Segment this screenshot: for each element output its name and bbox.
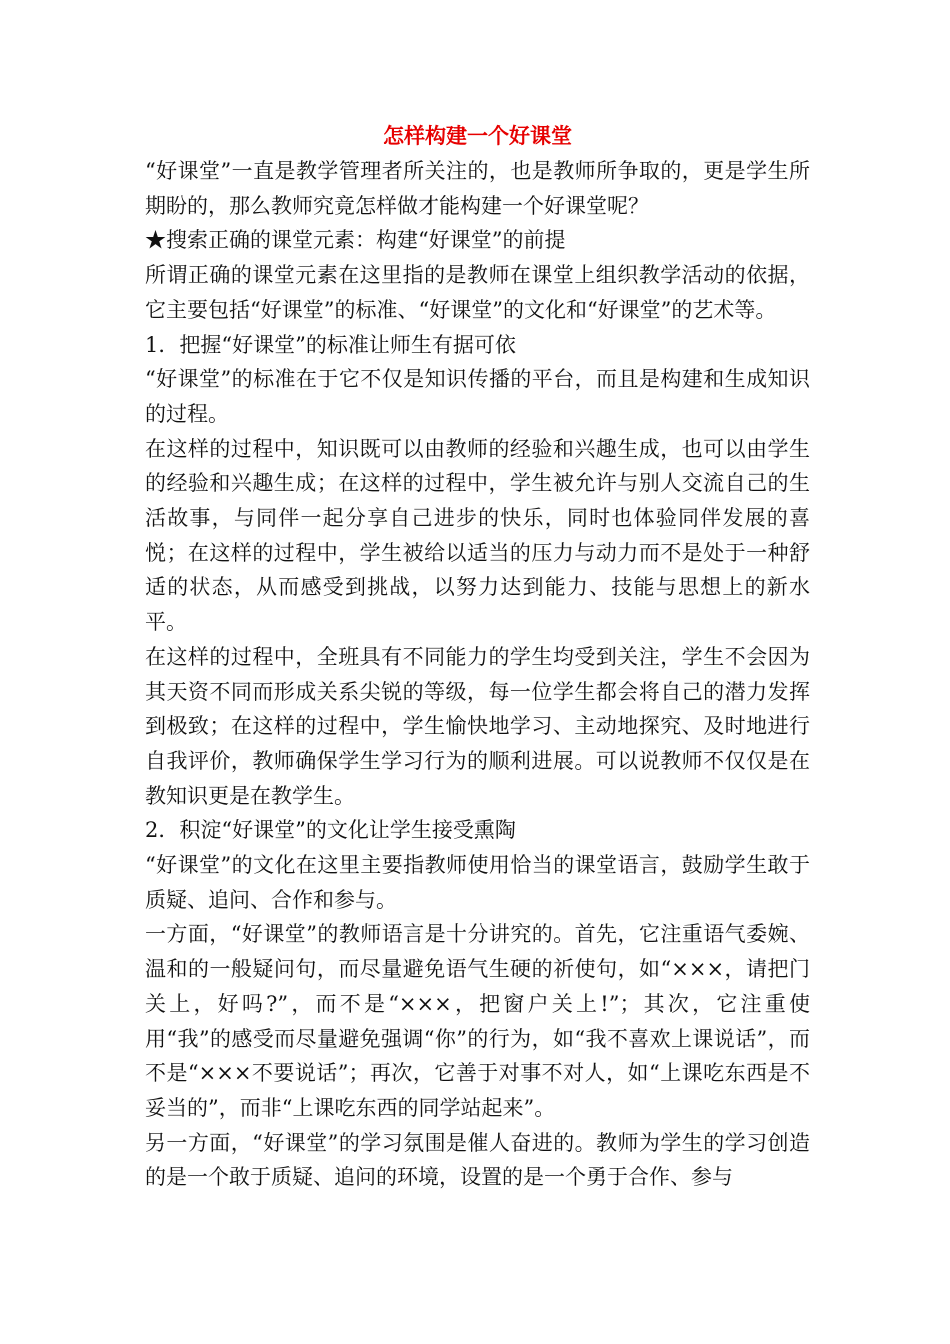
subheading-standard: 1．把握“好课堂”的标准让师生有据可依 [145, 332, 516, 357]
subheading-culture: 2．积淀“好课堂”的文化让学生接受熏陶 [145, 818, 516, 843]
document-title: 怎样构建一个好课堂 [383, 123, 572, 148]
body-paragraph-culture: “好课堂”的文化在这里主要指教师使用恰当的课堂语言，鼓励学生敢于质疑、追问、合作和参与。 [145, 853, 810, 912]
intro-paragraph: “好课堂”一直是教学管理者所关注的，也是教师所争取的，更是学生所期盼的，那么教师究竟怎样做才能构建一个好课堂呢？ [145, 159, 810, 218]
section-heading-elements: ★搜索正确的课堂元素：构建“好课堂”的前提 [145, 228, 566, 253]
document-body [145, 118, 810, 1195]
body-paragraph-process-1: 在这样的过程中，知识既可以由教师的经验和兴趣生成，也可以由学生的经验和兴趣生成；在这样的过程中，学生被允许与别人交流自己的生活故事，与同伴一起分享自己进步的快乐，同时也体验同伴发展的喜悦；在这样的过程中，学生被给以适当的压力与动力而不是处于一种舒适的状态，从而感受到挑战，以努力达到能力、技能与思想上的新水平。 [145, 436, 810, 635]
body-paragraph-elements: 所谓正确的课堂元素在这里指的是教师在课堂上组织教学活动的依据，它主要包括“好课堂”的标准、“好课堂”的文化和“好课堂”的艺术等。 [145, 263, 810, 322]
body-paragraph-language: 一方面，“好课堂”的教师语言是十分讲究的。首先，它注重语气委婉、温和的一般疑问句，而尽量避免语气生硬的祈使句，如“×××，请把门关上，好吗?”，而不是“×××，把窗户关上!”；其次，它注重使用“我”的感受而尽量避免强调“你”的行为，如“我不喜欢上课说话”，而不是“×××不要说话”；再次，它善于对事不对人，如“上课吃东西是不妥当的”，而非“上课吃东西的同学站起来”。 [145, 922, 810, 1120]
body-paragraph-standard: “好课堂”的标准在于它不仅是知识传播的平台，而且是构建和生成知识的过程。 [145, 367, 810, 426]
body-paragraph-atmosphere: 另一方面，“好课堂”的学习氛围是催人奋进的。教师为学生的学习创造的是一个敢于质疑、追问的环境，设置的是一个勇于合作、参与 [145, 1130, 810, 1190]
body-paragraph-process-2: 在这样的过程中，全班具有不同能力的学生均受到关注，学生不会因为其天资不同而形成关系尖锐的等级，每一位学生都会将自己的潜力发挥到极致；在这样的过程中，学生愉快地学习、主动地探究、及时地进行自我评价，教师确保学生学习行为的顺利进展。可以说教师不仅仅是在教知识更是在教学生。 [145, 644, 810, 808]
